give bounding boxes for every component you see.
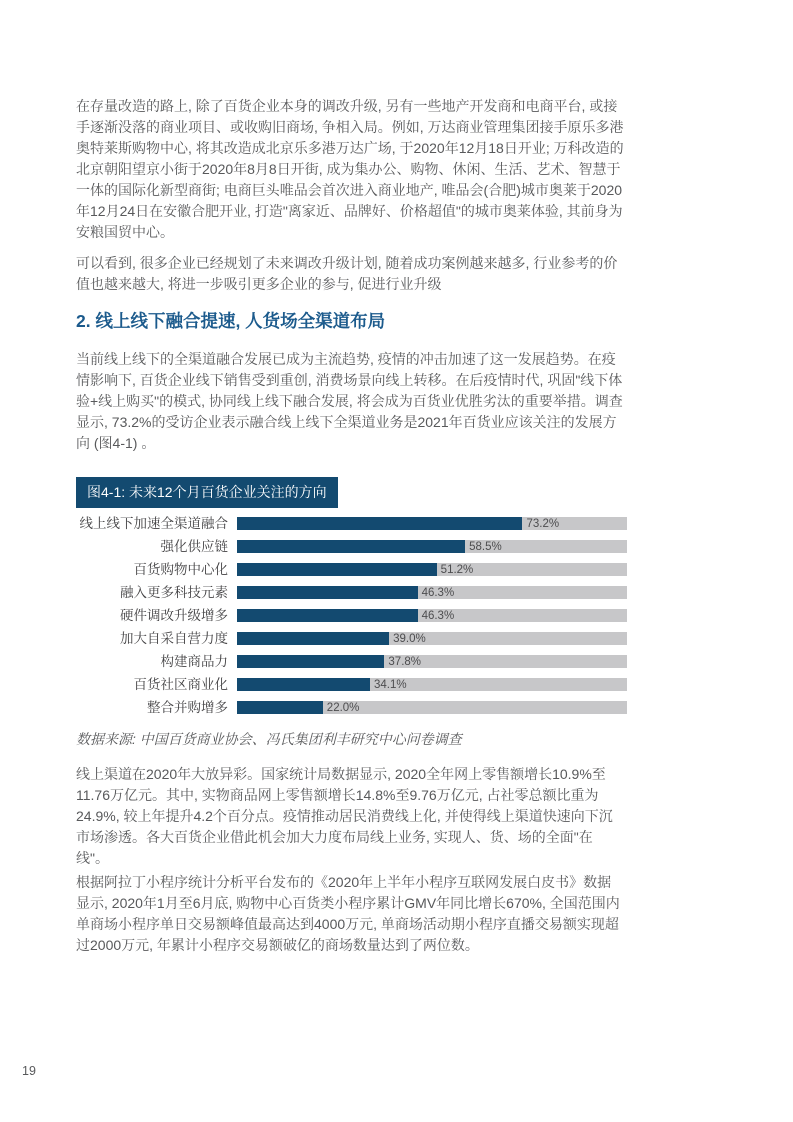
chart-bar-track: [237, 701, 627, 714]
chart-bar-track: [237, 632, 627, 645]
chart-row: [76, 678, 627, 691]
chart-bar: [237, 701, 323, 714]
chart-bar-track: [237, 517, 627, 530]
chart-bar: [237, 563, 437, 576]
figure-title-band: [76, 477, 338, 508]
chart-value-label: 58.5%: [469, 540, 502, 553]
chart-bar-track: [237, 586, 627, 599]
chart-row: [76, 563, 627, 576]
chart-category-label: 线上线下加速全渠道融合: [79, 516, 228, 531]
chart-row: [76, 586, 627, 599]
paragraph-renovation-cases: 在存量改造的路上, 除了百货企业本身的调改升级, 另有一些地产开发商和电商平台, 或接手逐渐没落的商业项目、或收购旧商场, 争相入局。例如, 万达商业管理集团接手原乐多港奥特莱斯购物中心, 将其改造成北京乐多港万达广场, 于2020年12月18日开业; 万科改造的北京朝阳望京小街于2020年8月8日开街, 成为集办公、购物、休闲、生活、艺术、智慧于一体的国际化新型商街; 电商巨头唯品会首次进入商业地产, 唯品会(合肥)城市奥莱于2020年12月24日在安徽合肥开业, 打造"离家近、品牌好、价格超值"的城市奥莱体验, 其前身为安粮国贸中心。: [76, 98, 624, 240]
chart-category-label: 硬件调改升级增多: [120, 608, 228, 623]
chart-category-label: 融入更多科技元素: [120, 585, 228, 600]
chart-row: [76, 609, 627, 622]
chart-bar-track: [237, 678, 627, 691]
chart-bar-track: [237, 655, 627, 668]
paragraph-miniprogram-gmv: 根据阿拉丁小程序统计分析平台发布的《2020年上半年小程序互联网发展白皮书》数据显示, 2020年1月至6月底, 购物中心百货类小程序累计GMV年同比增长670%, 全国范围内单商场小程序单日交易额峰值最高达到4000万元, 单商场活动期小程序直播交易额实现超过2000万元, 年累计小程序交易额破亿的商场数量达到了两位数。: [76, 874, 620, 953]
page-number: 19: [22, 1064, 36, 1078]
chart-row: [76, 540, 627, 553]
chart-category-label: 强化供应链: [160, 539, 228, 554]
chart-category-label: 百货购物中心化: [133, 562, 228, 577]
paragraph-omnichannel-trend: 当前线上线下的全渠道融合发展已成为主流趋势, 疫情的冲击加速了这一发展趋势。在疫情影响下, 百货企业线下销售受到重创, 消费场景向线上转移。在后疫情时代, 巩固"线下体验+线上购买"的模式, 协同线上线下融合发展, 将会成为百货业优胜劣汰的重要举措。调查显示, 73.2%的受访企业表示融合线上线下全渠道业务是2021年百货业应该关注的发展方向 (图4-1) 。: [76, 351, 623, 451]
chart-bar: [237, 609, 418, 622]
chart-value-label: 34.1%: [373, 678, 407, 691]
chart-bar: [237, 586, 418, 599]
paragraph-industry-outlook: 可以看到, 很多企业已经规划了未来调改升级计划, 随着成功案例越来越多, 行业参考的价值也越来越大, 将进一步吸引更多企业的参与, 促进行业升级: [76, 255, 618, 292]
chart-row: [76, 517, 627, 530]
chart-bar: [237, 540, 465, 553]
chart-value-label: 73.2%: [526, 517, 560, 530]
chart-row: [76, 701, 627, 714]
chart-category-label: 加大自采自营力度: [120, 631, 228, 646]
chart-category-label: 构建商品力: [160, 654, 228, 669]
figure-source-note: 数据来源: 中国百货商业协会、冯氏集团利丰研究中心问卷调查: [76, 731, 462, 747]
chart-bar-track: [237, 540, 627, 553]
section-heading: 2. 线上线下融合提速, 人货场全渠道布局: [76, 311, 386, 331]
chart-bar: [237, 655, 384, 668]
figure-chart: [76, 517, 627, 724]
chart-bar: [237, 632, 389, 645]
chart-value-label: 51.2%: [440, 563, 474, 576]
chart-value-label: 39.0%: [393, 632, 426, 645]
chart-value-label: 46.3%: [421, 586, 455, 599]
chart-bar: [237, 517, 522, 530]
chart-bar: [237, 678, 370, 691]
chart-category-label: 整合并购增多: [147, 700, 228, 715]
figure-title: 图4-1: 未来12个月百货企业关注的方向: [87, 484, 327, 500]
chart-value-label: 37.8%: [388, 655, 422, 668]
paragraph-online-retail-stats: 线上渠道在2020年大放异彩。国家统计局数据显示, 2020全年网上零售额增长10.9%至11.76万亿元。其中, 实物商品网上零售额增长14.8%至9.76万亿元, 占社零总额比重为24.9%, 较上年提升4.2个百分点。疫情推动居民消费线上化, 并使得线上渠道快速向下沉市场渗透。各大百货企业借此机会加大力度布局线上业务, 实现人、货、场的全面"在线"。: [76, 766, 613, 866]
chart-value-label: 22.0%: [326, 701, 360, 714]
chart-row: [76, 632, 627, 645]
chart-bar-track: [237, 563, 627, 576]
chart-row: [76, 655, 627, 668]
chart-value-label: 46.3%: [421, 609, 455, 622]
chart-bar-track: [237, 609, 627, 622]
chart-category-label: 百货社区商业化: [133, 677, 228, 692]
